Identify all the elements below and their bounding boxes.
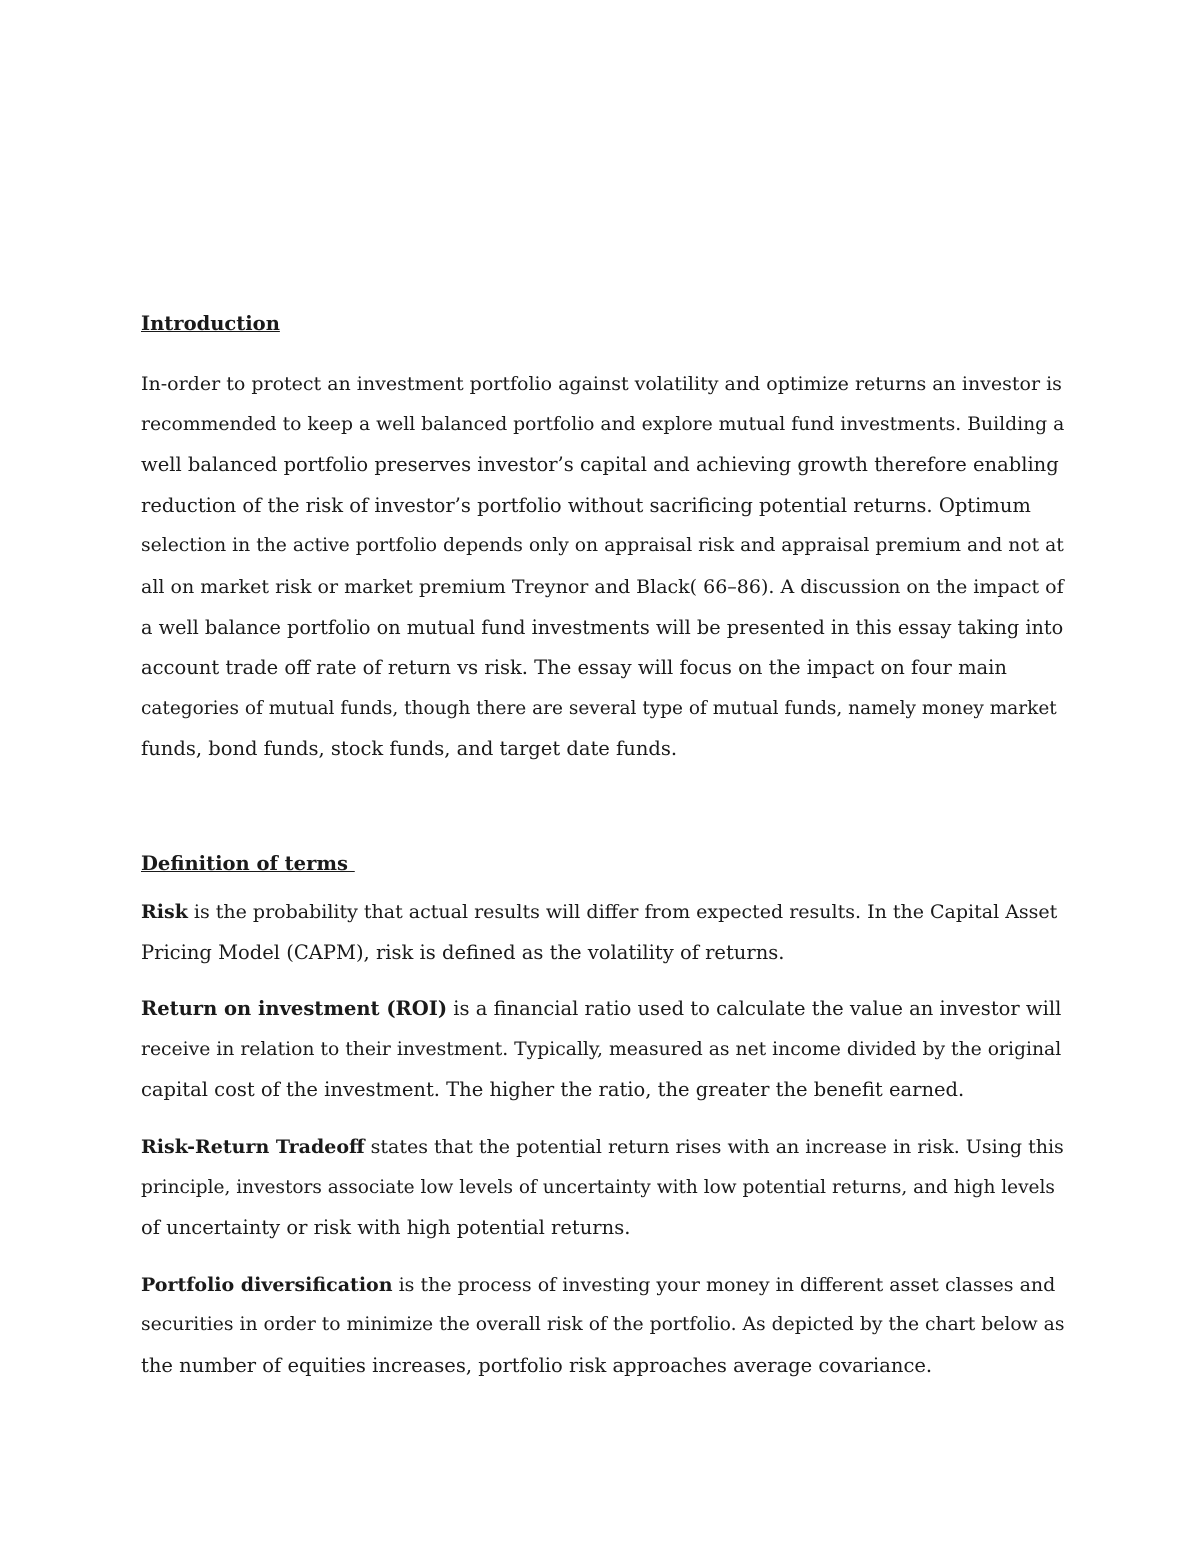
paragraph-line: [141, 989, 1066, 1030]
paragraph-line: all on market risk or market premium Treynor and Black( 66–86). A discussion on the impact of: [141, 575, 1064, 598]
definition-risk-return-tradeoff: [141, 1127, 1066, 1249]
paragraph-line: funds, bond funds, stock funds, and target date funds.: [141, 737, 678, 761]
paragraph-line: selection in the active portfolio depends only on appraisal risk and appraisal premium and not at: [141, 535, 1064, 557]
paragraph-line: capital cost of the investment. The higher the ratio, the greater the benefit earned.: [141, 1078, 965, 1102]
paragraph-line: receive in relation to their investment. Typically, measured as net income divided by the original: [141, 1038, 1062, 1060]
term-text: is the probability that actual results will differ from expected results. In the Capital Asset: [187, 900, 1058, 923]
paragraph-line: account trade off rate of return vs risk. The essay will focus on the impact on four main: [141, 656, 1007, 680]
term-text: is the process of investing your money in different asset classes and: [392, 1273, 1056, 1296]
paragraph-line: categories of mutual funds, though there are several type of mutual funds, namely money market: [141, 697, 1057, 719]
definition-portfolio-diversification: [141, 1265, 1066, 1387]
paragraph-line: [141, 892, 1066, 933]
paragraph-line: principle, investors associate low levels of uncertainty with low potential returns, and high levels: [141, 1176, 1055, 1198]
introduction-paragraph: [141, 364, 1066, 770]
term-name: Portfolio diversification: [141, 1273, 393, 1296]
term-name: Risk-Return Tradeoff: [141, 1135, 365, 1158]
definition-risk: [141, 892, 1066, 973]
term-name: Risk: [141, 900, 188, 923]
paragraph-line: well balanced portfolio preserves investor’s capital and achieving growth therefore enabling: [141, 453, 1059, 477]
paragraph-line: In-order to protect an investment portfolio against volatility and optimize returns an investor is: [141, 373, 1062, 395]
paragraph-line: the number of equities increases, portfolio risk approaches average covariance.: [141, 1353, 933, 1377]
definition-roi: [141, 989, 1066, 1111]
paragraph-line: a well balance portfolio on mutual fund investments will be presented in this essay taking into: [141, 615, 1064, 639]
paragraph-line: securities in order to minimize the overall risk of the portfolio. As depicted by the chart below as: [141, 1314, 1065, 1336]
paragraph-line: [141, 1265, 1066, 1306]
paragraph-line: recommended to keep a well balanced portfolio and explore mutual fund investments. Building a: [141, 413, 1065, 435]
paragraph-line: reduction of the risk of investor’s portfolio without sacrificing potential returns. Optimum: [141, 493, 1031, 517]
document-page: [141, 310, 1066, 1386]
term-text: states that the potential return rises with an increase in risk. Using this: [364, 1135, 1064, 1158]
paragraph-line: Pricing Model (CAPM), risk is defined as the volatility of returns.: [141, 940, 785, 964]
definitions-heading: Definition of terms: [141, 851, 355, 875]
term-text: is a financial ratio used to calculate the value an investor will: [447, 997, 1062, 1021]
introduction-heading: Introduction: [141, 312, 280, 335]
term-name: Return on investment (ROI): [141, 997, 448, 1021]
paragraph-line: of uncertainty or risk with high potential returns.: [141, 1216, 631, 1240]
paragraph-line: [141, 1127, 1066, 1168]
